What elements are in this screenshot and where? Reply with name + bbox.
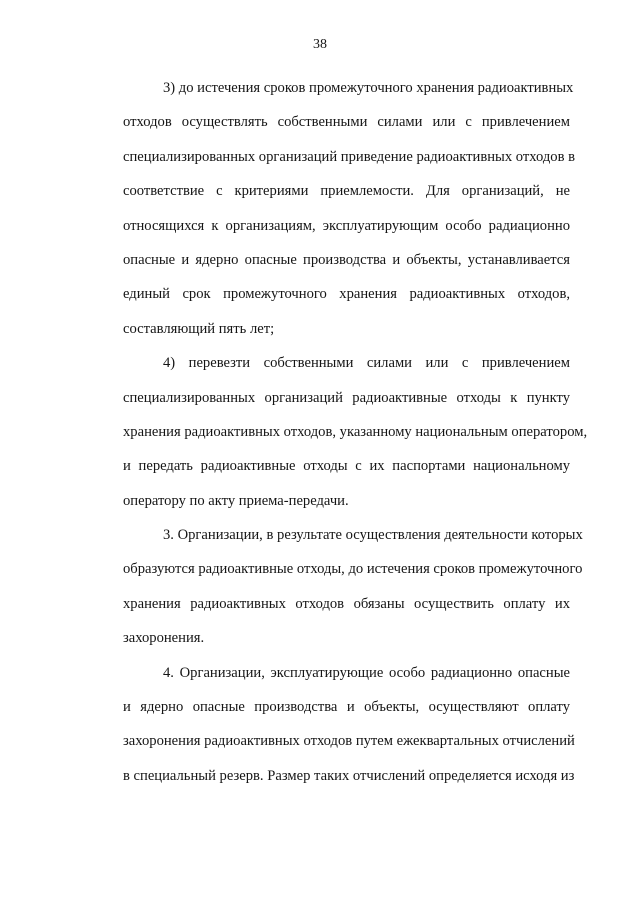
text-line: единый срок промежуточного хранения радиоактивных отходов, [123,286,570,303]
text-line: специализированных организаций радиоактивные отходы к пункту [123,389,570,406]
document-body [83,71,588,793]
text-line: относящихся к организациям, эксплуатирующим особо радиационно [123,217,570,234]
text-line: опасные и ядерно опасные производства и объекты, устанавливается [123,251,570,268]
text-line: 4) перевезти собственными силами или с привлечением [163,355,570,372]
text-line: 3. Организации, в результате осуществления деятельности которых [163,527,583,544]
paragraph-item-4 [83,656,575,794]
paragraph-item-3-subitem-3 [83,71,576,346]
text-line: образуются радиоактивные отходы, до истечения сроков промежуточного [123,561,583,578]
text-line: отходов осуществлять собственными силами или с привлечением [123,114,570,131]
text-line: хранения радиоактивных отходов, указанному национальным оператором, [123,423,588,440]
paragraph-subitem-4 [83,346,588,518]
text-line: и передать радиоактивные отходы с их паспортами национальному [123,458,570,475]
text-line: захоронения. [123,630,205,647]
text-line: в специальный резерв. Размер таких отчислений определяется исходя из [123,767,575,784]
text-line: оператору по акту приема-передачи. [123,492,349,509]
text-line: соответствие с критериями приемлемости. Для организаций, не [123,183,570,200]
text-line: специализированных организаций приведение радиоактивных отходов в [123,148,576,165]
text-line: составляющий пять лет; [123,320,275,337]
paragraph-item-3 [83,518,583,656]
text-line: 3) до истечения сроков промежуточного хранения радиоактивных [163,80,574,96]
text-line: 4. Организации, эксплуатирующие особо радиационно опасные [163,664,570,681]
text-line: и ядерно опасные производства и объекты, осуществляют оплату [123,699,570,716]
text-line: хранения радиоактивных отходов обязаны осуществить оплату их [123,595,570,612]
text-line: захоронения радиоактивных отходов путем ежеквартальных отчислений [123,733,575,750]
page-number: 38 [313,37,327,52]
